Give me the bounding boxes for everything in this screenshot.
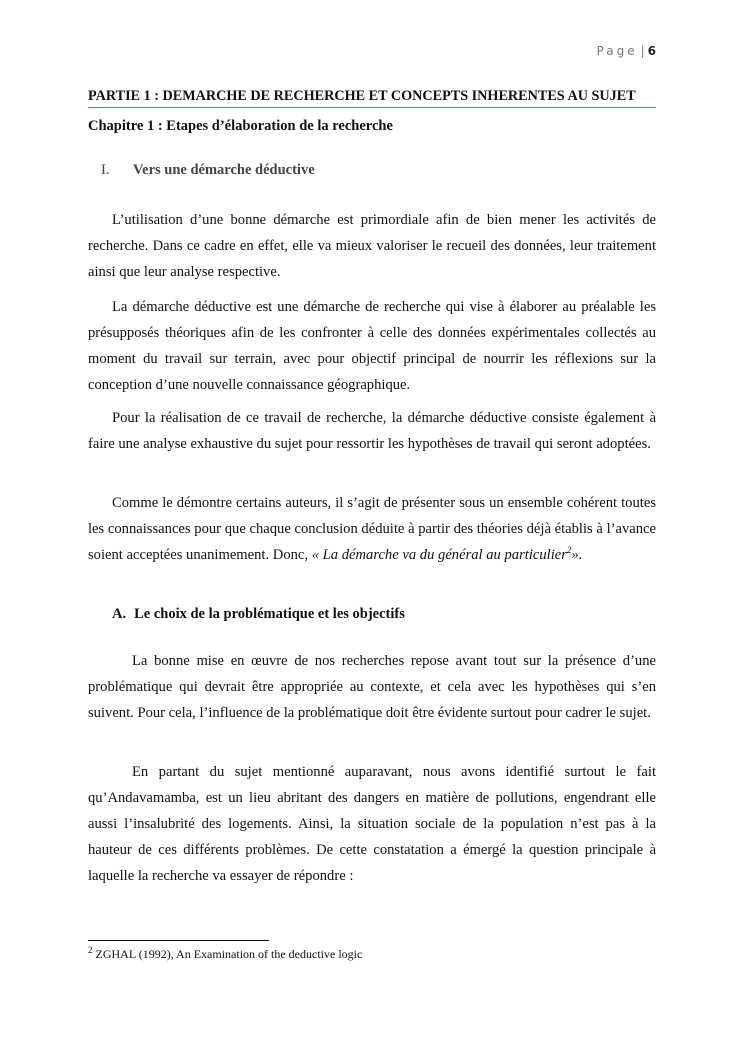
paragraph-4	[88, 490, 656, 568]
quote-end: ».	[571, 547, 583, 563]
page-header	[597, 44, 656, 58]
page-label: Page	[596, 44, 638, 58]
paragraph-2: La démarche déductive est une démarche de recherche qui vise à élaborer au préalable les présupposés théoriques afin de les confronter à celle des données expérimentales collectés au moment du travail sur terrain, avec pour objectif principal de nourrir les réflexions sur la conception d’une nouvelle connaissance géographique.	[88, 299, 656, 393]
header-separator: |	[640, 44, 645, 58]
subsection-heading	[112, 606, 405, 623]
footnote-number: 2	[88, 945, 93, 955]
section-numeral: I.	[101, 162, 110, 178]
paragraph-4-quote	[312, 547, 583, 563]
footnote-separator	[88, 940, 269, 941]
chapter-title: Chapitre 1 : Etapes d’élaboration de la recherche	[88, 118, 393, 134]
footnote-text: ZGHAL (1992), An Examination of the deductive logic	[92, 947, 363, 961]
paragraph-3: Pour la réalisation de ce travail de recherche, la démarche déductive consiste également à faire une analyse exhaustive du sujet pour ressortir les hypothèses de travail qui seront adoptées.	[88, 410, 656, 452]
footnote-reference[interactable]: 2	[566, 545, 572, 556]
section-title: Vers une démarche déductive	[133, 162, 315, 178]
paragraph-1: L’utilisation d’une bonne démarche est primordiale afin de bien mener les activités de recherche. Dans ce cadre en effet, elle va mieux valoriser le recueil des données, leur traitement ainsi que leur analyse respective.	[88, 212, 656, 280]
subsection-letter: A.	[112, 606, 127, 622]
paragraph-6: En partant du sujet mentionné auparavant, nous avons identifié surtout le fait qu’Andavamamba, est un lieu abritant des dangers en matière de pollutions, engendrant elle aussi l’insalubrité des logements. Ainsi, la situation sociale de la population n’est pas à la hauteur de ces différents problèmes. De cette constatation a émergé la question principale à laquelle la recherche va essayer de répondre :	[88, 764, 656, 884]
quote-text: « La démarche va du général au particulier	[311, 547, 567, 563]
subsection-title: Le choix de la problématique et les objectifs	[134, 606, 405, 622]
section-heading	[101, 162, 315, 179]
paragraph-5: La bonne mise en œuvre de nos recherches repose avant tout sur la présence d’une problématique qui devrait être appropriée au contexte, et cela avec les hypothèses qui s’en suivent. Pour cela, l’influence de la problématique doit être évidente surtout pour cadrer le sujet.	[88, 653, 656, 721]
page-number: 6	[647, 44, 656, 58]
paragraph-4-text: Comme le démontre certains auteurs, il s’agit de présenter sous un ensemble cohérent toutes les connaissances pour que chaque conclusion déduite à partir des théories déjà établis à l’avance soient acceptées unanimement. Donc,	[88, 495, 656, 563]
footnote	[88, 947, 362, 962]
part-title: PARTIE 1 : DEMARCHE DE RECHERCHE ET CONCEPTS INHERENTES AU SUJET	[88, 88, 656, 108]
